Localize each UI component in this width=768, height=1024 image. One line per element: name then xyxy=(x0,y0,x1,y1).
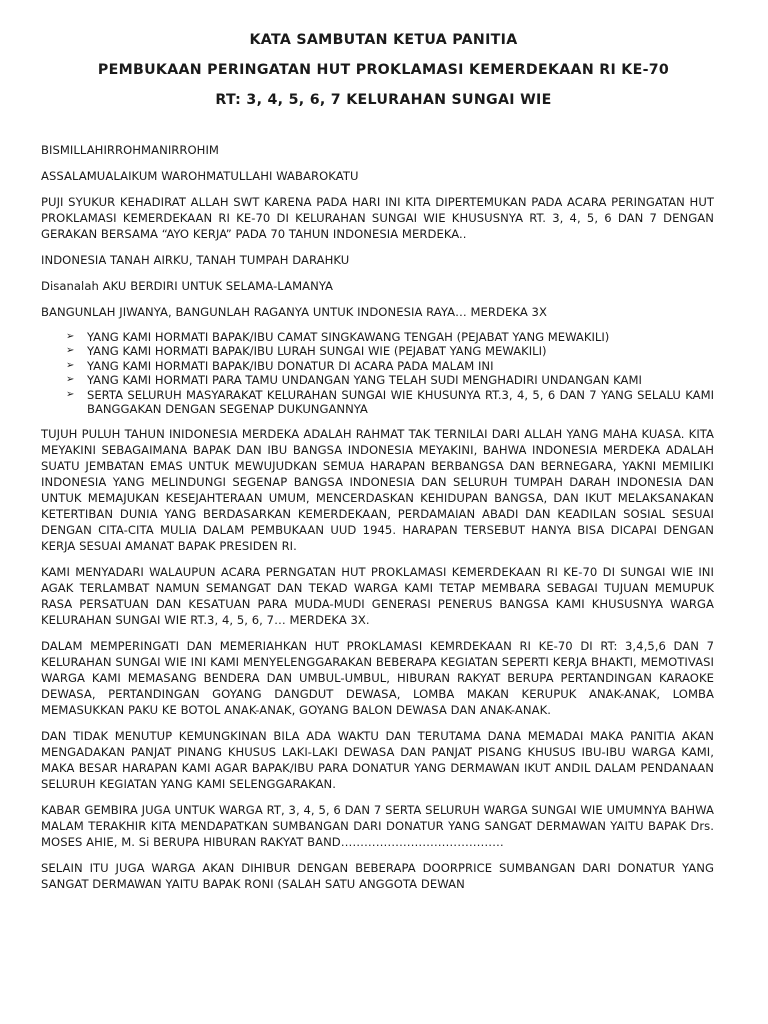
list-item: ➢ YANG KAMI HORMATI BAPAK/IBU LURAH SUNGAI WIE (PEJABAT YANG MEWAKILI) xyxy=(66,344,547,359)
lyric-line-2: Disanalah AKU BERDIRI UNTUK SELAMA-LAMANYA xyxy=(41,279,334,293)
paragraph-opening: PUJI SYUKUR KEHADIRAT ALLAH SWT KARENA PADA HARI INI KITA DIPERTEMUKAN PADA ACARA PERINGATAN HUT PROKLAMASI KEMERDEKAAN RI KE-70 DI KELURAHAN SUNGAI WIE KHUSUSNYA RT. 3, 4, 5, 6 DAN 7 DENGAN GERAKAN BERSAMA “AYO KERJA” PADA 70 TAHUN INDONESIA MERDEKA.. xyxy=(41,195,714,241)
paragraph-good-news: KABAR GEMBIRA JUGA UNTUK WARGA RT, 3, 4, 5, 6 DAN 7 SERTA SELURUH WARGA SUNGAI WIE UMUMNYA BAHWA MALAM TERAKHIR KITA MENDAPATKAN SUMBANGAN DARI DONATUR YANG SANGAT DERMAWAN YAITU BAPAK Drs. MOSES AHIE, M. Si BERUPA HIBURAN RAKYAT BAND…………………………………… xyxy=(41,803,714,850)
salam: ASSALAMUALAIKUM WAROHMATULLAHI WABAROKATU xyxy=(41,169,359,183)
list-item: ➢ YANG KAMI HORMATI PARA TAMU UNDANGAN YANG TELAH SUDI MENGHADIRI UNDANGAN KAMI xyxy=(66,373,642,388)
paragraph-donation-request: DAN TIDAK MENUTUP KEMUNGKINAN BILA ADA WAKTU DAN TERUTAMA DANA MEMADAI MAKA PANITIA AKAN MENGADAKAN PANJAT PINANG KHUSUS LAKI-LAKI DEWASA DAN PANJAT PISANG KHUSUS IBU-IBU WARGA KAMI, MAKA BESAR HARAPAN KAMI AGAR BAPAK/IBU PARA DONATUR YANG DERMAWAN IKUT ANDIL DALAM PENDANAAN SELURUH KEGIATAN YANG KAMI SELENGGARAKAN. xyxy=(41,729,714,792)
lyric-line-1: INDONESIA TANAH AIRKU, TANAH TUMPAH DARAHKU xyxy=(41,253,350,267)
header-location: RT: 3, 4, 5, 6, 7 KELURAHAN SUNGAI WIE xyxy=(215,92,552,108)
paragraph-independence: TUJUH PULUH TAHUN INIDONESIA MERDEKA ADALAH RAHMAT TAK TERNILAI DARI ALLAH YANG MAHA KUASA. KITA MEYAKINI SEBAGAIMANA BAPAK DAN IBU BANGSA INDONESIA MEYAKINI, BAHWA INDONESIA MERDEKA ADALAH SUATU JEMBATAN EMAS UNTUK MEWUJUDKAN SEMUA HARAPAN BERBANGSA DAN BERNEGARA, YAKNI MEMILIKI INDONESIA YANG MELINDUNGI SEGENAP BANGSA INDONESIA DAN SELURUH TUMPAH DARAH INDONESIA DAN UNTUK MEMAJUKAN KESEJAHTERAAN UMUM, MENCERDASKAN KEHIDUPAN BANGSA, DAN IKUT MELAKSANAKAN KETERTIBAN DUNIA YANG BERDASARKAN KEMERDEKAAN, PERDAMAIAN ABADI DAN KEADILAN SOSIAL SESUAI DENGAN CITA-CITA MULIA DALAM PEMBUKAAN UUD 1945. HARAPAN TERSEBUT HANYA BISA DICAPAI DENGAN KERJA SESUAI AMANAT BAPAK PRESIDEN RI. xyxy=(41,427,714,554)
list-item: ➢ SERTA SELURUH MASYARAKAT KELURAHAN SUNGAI WIE KHUSUNYA RT.3, 4, 5, 6 DAN 7 YANG SELALU KAMI BANGGAKAN DENGAN SEGENAP DUKUNGANNYA xyxy=(66,387,714,417)
header-event: PEMBUKAAN PERINGATAN HUT PROKLAMASI KEMERDEKAAN RI KE-70 xyxy=(97,62,670,78)
arrow-bullet-icon: ➢ xyxy=(66,345,75,357)
lyric-line-3: BANGUNLAH JIWANYA, BANGUNLAH RAGANYA UNTUK INDONESIA RAYA… MERDEKA 3X xyxy=(41,305,547,319)
basmalah: BISMILLAHIRROHMANIRROHIM xyxy=(41,143,219,157)
document-header xyxy=(41,30,714,110)
header-title: KATA SAMBUTAN KETUA PANITIA xyxy=(249,32,518,48)
paragraph-spirit: KAMI MENYADARI WALAUPUN ACARA PERNGATAN HUT PROKLAMASI KEMERDEKAAN RI KE-70 DI SUNGAI WIE INI AGAK TERLAMBAT NAMUN SEMANGAT DAN TEKAD WARGA KAMI TETAP MEMBARA SEBAGAI TUJUAN MEMUPUK RASA PERSATUAN DAN KESATUAN PARA MUDA-MUDI GENERASI PENERUS BANGSA KAMI KHUSUSNYA WARGA KELURAHAN SUNGAI WIE RT.3, 4, 5, 6, 7… MERDEKA 3X. xyxy=(41,565,714,628)
paragraph-activities: DALAM MEMPERINGATI DAN MEMERIAHKAN HUT PROKLAMASI KEMRDEKAAN RI KE-70 DI RT: 3,4,5,6 DAN 7 KELURAHAN SUNGAI WIE INI KAMI MENYELENGGARAKAN BEBERAPA KEGIATAN SEPERTI KERJA BHAKTI, MEMOTIVASI WARGA KAMI MEMASANG BENDERA DAN UMBUL-UMBUL, HIBURAN RAKYAT BERUPA PERTANDINGAN KARAOKE DEWASA, PERTANDINGAN GOYANG DANGDUT DEWASA, LOMBA MAKAN KERUPUK ANAK-ANAK, LOMBA MEMASUKKAN PAKU KE BOTOL ANAK-ANAK, GOYANG BALON DEWASA DAN ANAK-ANAK. xyxy=(41,639,714,718)
arrow-bullet-icon: ➢ xyxy=(66,331,75,342)
arrow-bullet-icon: ➢ xyxy=(66,374,75,386)
list-item: ➢ YANG KAMI HORMATI BAPAK/IBU CAMAT SINGKAWANG TENGAH (PEJABAT YANG MEWAKILI) xyxy=(66,330,610,344)
paragraph-doorprize: SELAIN ITU JUGA WARGA AKAN DIHIBUR DENGAN BEBERAPA DOORPRICE SUMBANGAN DARI DONATUR YANG SANGAT DERMAWAN YAITU BAPAK RONI (SALAH SATU ANGGOTA DEWAN xyxy=(41,861,714,892)
greetings-list xyxy=(41,330,714,416)
arrow-bullet-icon: ➢ xyxy=(66,359,75,371)
list-item: ➢ YANG KAMI HORMATI BAPAK/IBU DONATUR DI ACARA PADA MALAM INI xyxy=(66,358,494,373)
arrow-bullet-icon: ➢ xyxy=(66,388,75,400)
